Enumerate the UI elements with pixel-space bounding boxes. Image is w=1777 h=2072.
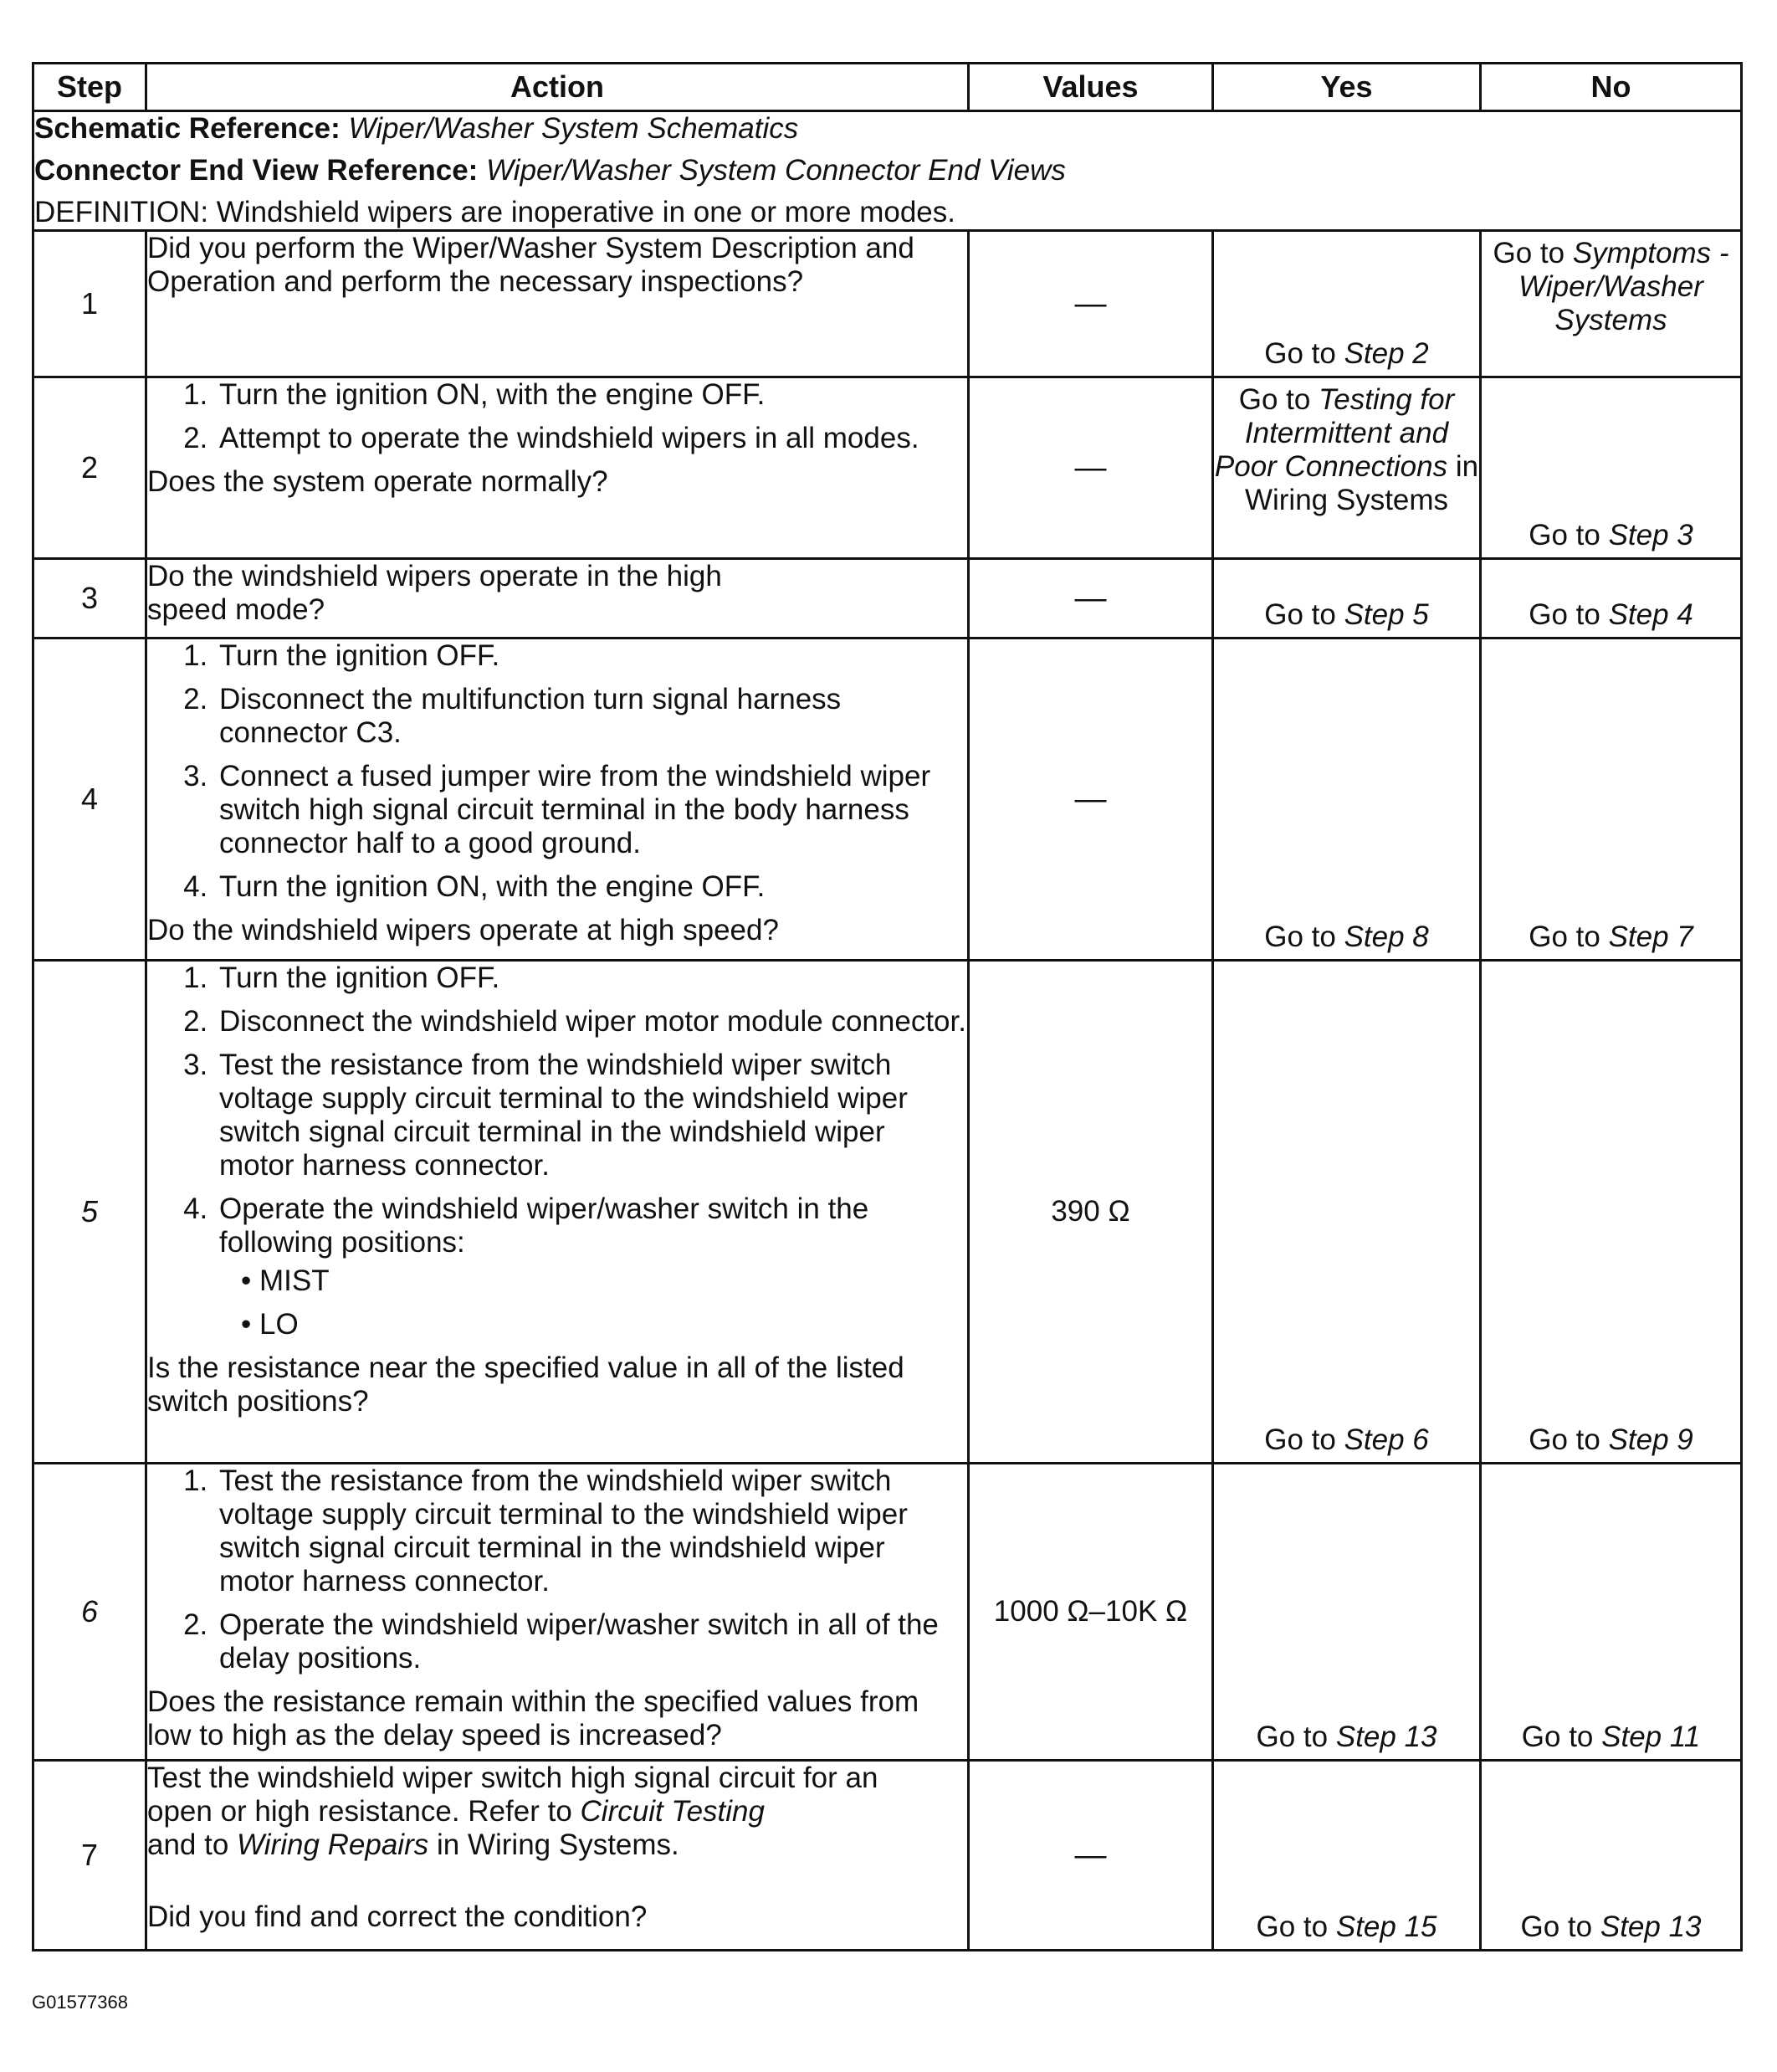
no-goto[interactable] — [1482, 598, 1740, 632]
value-cell — [969, 559, 1213, 639]
action-question: Is the resistance near the specified value in all of the listed switch positions? — [147, 1351, 904, 1418]
reference-row — [33, 111, 1742, 231]
step-number: 7 — [33, 1761, 146, 1951]
yes-goto[interactable] — [1214, 921, 1479, 954]
action-cell — [146, 559, 969, 639]
table-row — [33, 1464, 1742, 1761]
yes-cell — [1213, 1761, 1481, 1951]
value-text: — — [1074, 1837, 1107, 1873]
goto-link[interactable]: Step 13 — [1335, 1721, 1437, 1753]
value-text: — — [1074, 781, 1107, 817]
table-row — [33, 961, 1742, 1464]
action-item — [216, 1192, 967, 1341]
action-cell — [146, 231, 969, 377]
no-cell — [1481, 639, 1742, 961]
action-cell — [146, 639, 969, 961]
position-item: • LO — [256, 1308, 967, 1341]
table-row — [33, 639, 1742, 961]
goto-link[interactable]: Testing for Intermittent and Poor Connections — [1214, 383, 1455, 483]
action-item: 1. Turn the ignition OFF. — [216, 962, 967, 995]
goto-link[interactable]: Step 4 — [1608, 598, 1693, 631]
action-cell — [146, 961, 969, 1464]
connector-reference-label: Connector End View Reference: — [34, 154, 479, 187]
goto-prefix: Go to — [1264, 921, 1336, 953]
wiring-repairs-link[interactable]: Wiring Repairs — [237, 1828, 429, 1861]
value-cell — [969, 1464, 1213, 1761]
goto-prefix: Go to — [1520, 1910, 1593, 1943]
goto-prefix: Go to — [1529, 598, 1600, 631]
action-item: 2. Disconnect the multifunction turn signal harness connector C3. — [216, 683, 967, 750]
goto-link[interactable]: Symptoms - Wiper/Washer Systems — [1518, 237, 1729, 336]
action-text-part: and to — [147, 1828, 229, 1861]
action-item: 3. Connect a fused jumper wire from the windshield wiper switch high signal circuit terminal in the body harness connector half to a good ground. — [216, 760, 967, 860]
no-cell — [1481, 1464, 1742, 1761]
action-item: 2. Disconnect the windshield wiper motor module connector. — [216, 1005, 967, 1039]
goto-prefix: Go to — [1529, 519, 1600, 551]
connector-reference — [34, 154, 1740, 187]
step-number: 5 — [33, 961, 146, 1464]
schematic-reference — [34, 112, 1740, 146]
action-text: Do the windshield wipers operate in the high speed mode? — [147, 560, 722, 626]
circuit-testing-link[interactable]: Circuit Testing — [580, 1795, 765, 1828]
goto-prefix: Go to — [1256, 1721, 1329, 1753]
goto-prefix: Go to — [1529, 921, 1600, 953]
goto-link[interactable]: Step 3 — [1608, 519, 1693, 551]
table-row — [33, 1761, 1742, 1951]
action-list — [147, 639, 967, 904]
yes-cell — [1213, 559, 1481, 639]
value-text: 1000 Ω–10K Ω — [993, 1595, 1188, 1628]
goto-link[interactable]: Step 13 — [1600, 1910, 1702, 1943]
no-cell — [1481, 1761, 1742, 1951]
action-cell — [146, 1761, 969, 1951]
goto-link[interactable]: Step 8 — [1344, 921, 1429, 953]
action-item: 4. Turn the ignition ON, with the engine OFF. — [216, 870, 967, 904]
goto-link[interactable]: Step 7 — [1608, 921, 1693, 953]
goto-link[interactable]: Step 6 — [1344, 1423, 1429, 1456]
action-question: Does the resistance remain within the specified values from low to high as the delay speed is increased? — [147, 1685, 919, 1751]
value-cell — [969, 1761, 1213, 1951]
reference-cell — [33, 111, 1742, 231]
yes-goto[interactable] — [1214, 337, 1479, 371]
schematic-reference-label: Schematic Reference: — [34, 112, 341, 145]
goto-suffix: in Wiring Systems — [1244, 450, 1479, 516]
yes-goto[interactable] — [1214, 598, 1479, 632]
action-item: 1. Turn the ignition ON, with the engine OFF. — [216, 378, 967, 412]
action-list — [147, 378, 967, 455]
header-no: No — [1481, 64, 1742, 111]
no-goto[interactable] — [1482, 1910, 1740, 1944]
value-text: 390 Ω — [1051, 1195, 1130, 1228]
yes-goto[interactable] — [1214, 1910, 1479, 1944]
header-step: Step — [33, 64, 146, 111]
figure-id: G01577368 — [32, 1992, 128, 2013]
action-item: 2. Operate the windshield wiper/washer switch in all of the delay positions. — [216, 1608, 967, 1675]
position-item: • MIST — [256, 1264, 967, 1298]
goto-link[interactable]: Step 11 — [1601, 1721, 1701, 1753]
yes-goto[interactable] — [1214, 1423, 1479, 1457]
yes-cell — [1213, 231, 1481, 377]
action-item-text: Operate the windshield wiper/washer switch in the following positions: — [219, 1192, 869, 1259]
no-goto[interactable] — [1482, 921, 1740, 954]
no-goto[interactable] — [1482, 519, 1740, 552]
header-values: Values — [969, 64, 1213, 111]
action-question: Did you find and correct the condition? — [147, 1900, 648, 1933]
yes-cell — [1213, 961, 1481, 1464]
action-text: Did you perform the Wiper/Washer System Description and Operation and perform the necessary inspections? — [147, 232, 914, 298]
goto-prefix: Go to — [1264, 1423, 1336, 1456]
action-item: 2. Attempt to operate the windshield wipers in all modes. — [216, 422, 967, 455]
yes-goto[interactable] — [1214, 378, 1479, 517]
action-item: 3. Test the resistance from the windshield wiper switch voltage supply circuit terminal to the windshield wiper switch signal circuit terminal in the windshield wiper motor harness connector. — [216, 1049, 967, 1182]
goto-prefix: Go to — [1238, 383, 1311, 416]
goto-prefix: Go to — [1493, 237, 1565, 269]
action-text — [147, 1762, 934, 1862]
action-cell — [146, 377, 969, 559]
goto-link[interactable]: Step 5 — [1344, 598, 1429, 631]
no-cell — [1481, 377, 1742, 559]
goto-prefix: Go to — [1264, 598, 1336, 631]
step-number: 2 — [33, 377, 146, 559]
goto-prefix: Go to — [1521, 1721, 1594, 1753]
value-text: — — [1074, 580, 1107, 616]
action-item: 1. Turn the ignition OFF. — [216, 639, 967, 673]
header-row — [33, 64, 1742, 111]
action-question: Does the system operate normally? — [147, 465, 608, 498]
yes-cell — [1213, 1464, 1481, 1761]
step-number: 6 — [33, 1464, 146, 1761]
value-cell — [969, 639, 1213, 961]
goto-prefix: Go to — [1256, 1910, 1329, 1943]
goto-link[interactable]: Step 2 — [1344, 337, 1429, 370]
diagnostic-table — [32, 62, 1743, 1951]
definition-text: DEFINITION: Windshield wipers are inoperative in one or more modes. — [34, 196, 955, 228]
no-goto[interactable] — [1482, 1423, 1740, 1457]
schematic-reference-link[interactable]: Wiper/Washer System Schematics — [348, 112, 799, 145]
goto-prefix: Go to — [1529, 1423, 1600, 1456]
action-list — [147, 1464, 967, 1675]
yes-goto[interactable] — [1214, 1721, 1479, 1754]
action-item: 1. Test the resistance from the windshield wiper switch voltage supply circuit terminal to the windshield wiper switch signal circuit terminal in the windshield wiper motor harness connector. — [216, 1464, 967, 1598]
action-cell — [146, 1464, 969, 1761]
action-text-part: in Wiring Systems. — [436, 1828, 679, 1861]
position-list — [219, 1264, 967, 1341]
goto-link[interactable]: Step 15 — [1335, 1910, 1437, 1943]
table-row — [33, 377, 1742, 559]
value-cell — [969, 377, 1213, 559]
goto-prefix: Go to — [1264, 337, 1336, 370]
header-action: Action — [146, 64, 969, 111]
header-yes: Yes — [1213, 64, 1481, 111]
value-cell — [969, 231, 1213, 377]
action-list — [147, 962, 967, 1341]
value-text: — — [1074, 285, 1107, 321]
step-number: 4 — [33, 639, 146, 961]
no-cell — [1481, 231, 1742, 377]
value-cell — [969, 961, 1213, 1464]
step-number: 3 — [33, 559, 146, 639]
table-row — [33, 559, 1742, 639]
action-question: Do the windshield wipers operate at high speed? — [147, 914, 779, 946]
goto-link[interactable]: Step 9 — [1608, 1423, 1693, 1456]
no-goto[interactable] — [1482, 1721, 1740, 1754]
step-number: 1 — [33, 231, 146, 377]
value-text: — — [1074, 449, 1107, 485]
connector-reference-link[interactable]: Wiper/Washer System Connector End Views — [486, 154, 1066, 187]
no-goto[interactable] — [1482, 232, 1740, 337]
yes-cell — [1213, 639, 1481, 961]
action-text-part: Test the windshield wiper switch high signal circuit for an open or high resistance. Refer to — [147, 1762, 878, 1828]
table-row — [33, 231, 1742, 377]
yes-cell — [1213, 377, 1481, 559]
no-cell — [1481, 559, 1742, 639]
no-cell — [1481, 961, 1742, 1464]
